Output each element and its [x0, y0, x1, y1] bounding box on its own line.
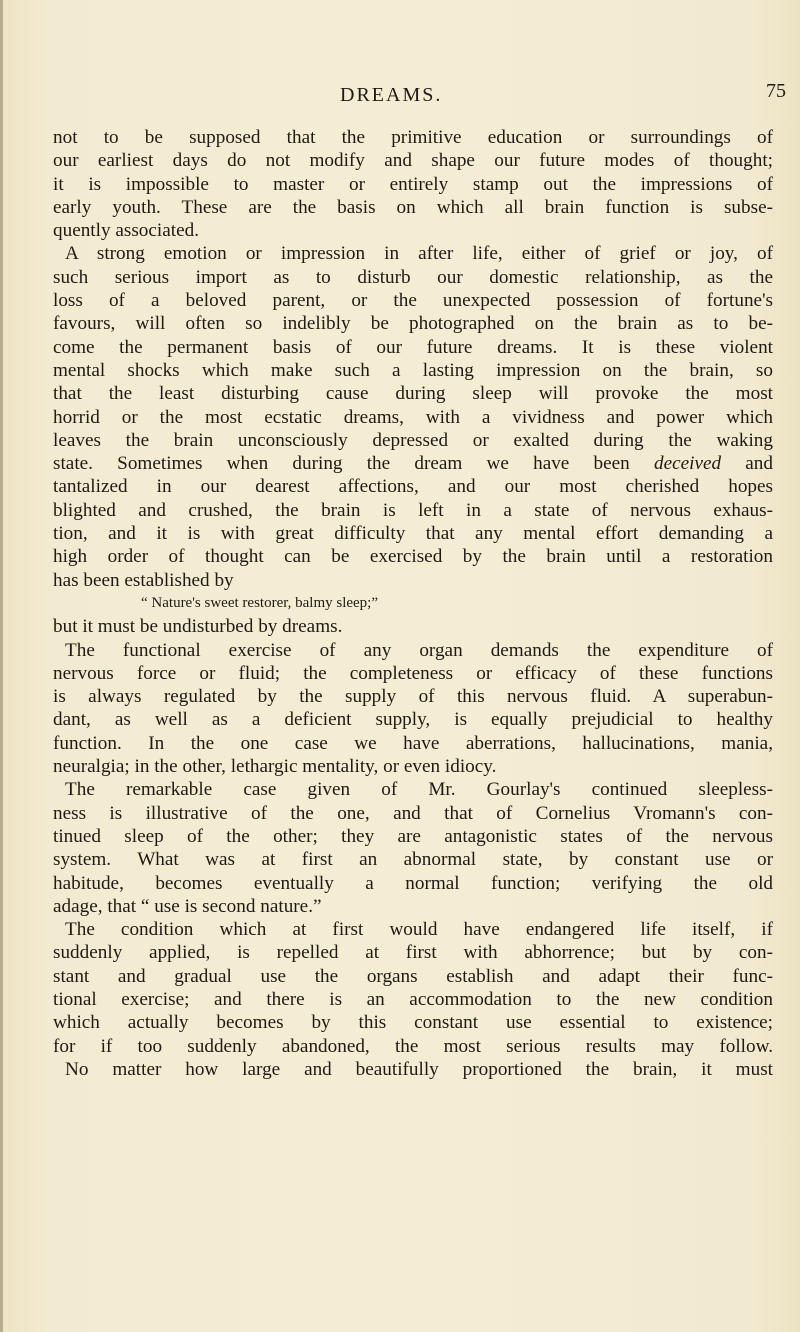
text-line: loss of a beloved parent, or the unexpected possession of fortune's: [53, 290, 773, 312]
text-line: leaves the brain unconsciously depressed or exalted during the waking: [53, 429, 773, 451]
text-line: tantalized in our dearest affections, and our most cherished hopes: [53, 476, 773, 498]
text-line: but it must be undisturbed by dreams.: [53, 616, 343, 638]
quotation-line: “ Nature's sweet restorer, balmy sleep;”: [141, 594, 379, 611]
page-gutter-edge: [0, 0, 3, 1332]
body-text: [53, 126, 773, 1081]
text-line: ness is illustrative of the one, and that of Cornelius Vromann's con-: [53, 802, 773, 824]
text-line: tion, and it is with great difficulty that any mental effort demanding a: [53, 523, 773, 545]
text-line: neuralgia; in the other, lethargic mentality, or even idiocy.: [53, 756, 497, 778]
text-line-with-italic: [53, 452, 773, 475]
text-line: The functional exercise of any organ demands the expenditure of: [65, 639, 773, 661]
text-line: blighted and crushed, the brain is left in a state of nervous exhaus-: [53, 499, 773, 521]
text-line: mental shocks which make such a lasting impression on the brain, so: [53, 359, 773, 381]
italic-word: deceived: [653, 453, 722, 475]
text-line: horrid or the most ecstatic dreams, with a vividness and power which: [53, 406, 773, 428]
text-line: which actually becomes by this constant use essential to existence;: [53, 1012, 773, 1034]
text-line: dant, as well as a deficient supply, is equally prejudicial to healthy: [53, 709, 773, 731]
page-header: [0, 80, 800, 114]
text-line: suddenly applied, is repelled at first with abhorrence; but by con-: [53, 942, 773, 964]
text-line: that the least disturbing cause during sleep will provoke the most: [53, 383, 773, 405]
text-line: The condition which at first would have endangered life itself, if: [65, 919, 773, 941]
text-line: A strong emotion or impression in after life, either of grief or joy, of: [65, 243, 773, 265]
text-line: No matter how large and beautifully proportioned the brain, it must: [65, 1058, 773, 1080]
text-line: our earliest days do not modify and shape our future modes of thought;: [53, 150, 773, 172]
text-line: has been established by: [53, 569, 234, 591]
text-line: for if too suddenly abandoned, the most serious results may follow.: [53, 1035, 773, 1057]
running-title: DREAMS.: [340, 84, 443, 106]
text-line: early youth. These are the basis on which all brain function is subse-: [53, 196, 773, 218]
text-fragment: and: [721, 453, 773, 475]
text-line: The remarkable case given of Mr. Gourlay's continued sleepless-: [65, 779, 773, 801]
text-line: tinued sleep of the other; they are antagonistic states of the nervous: [53, 825, 773, 847]
text-fragment: state. Sometimes when during the dream we have been: [53, 453, 654, 475]
text-line: is always regulated by the supply of this nervous fluid. A superabun-: [53, 686, 773, 708]
text-line: high order of thought can be exercised by the brain until a restoration: [53, 546, 773, 568]
text-line: not to be supposed that the primitive education or surroundings of: [53, 127, 773, 148]
text-line: nervous force or fluid; the completeness or efficacy of these functions: [53, 662, 773, 684]
text-line: such serious import as to disturb our domestic relationship, as the: [53, 266, 773, 288]
text-line: tional exercise; and there is an accommodation to the new condition: [53, 988, 773, 1010]
text-line: habitude, becomes eventually a normal function; verifying the old: [53, 872, 773, 894]
text-line: come the permanent basis of our future dreams. It is these violent: [53, 336, 773, 358]
text-line: favours, will often so indelibly be photographed on the brain as to be-: [53, 313, 773, 335]
text-line: adage, that “ use is second nature.”: [53, 895, 322, 917]
text-line: quently associated.: [53, 220, 199, 242]
text-line: system. What was at first an abnormal state, by constant use or: [53, 849, 773, 871]
text-line: stant and gradual use the organs establish and adapt their func-: [53, 965, 773, 987]
text-line: function. In the one case we have aberrations, hallucinations, mania,: [53, 732, 773, 754]
page-number: 75: [766, 80, 786, 102]
text-line: it is impossible to master or entirely stamp out the impressions of: [53, 173, 773, 195]
